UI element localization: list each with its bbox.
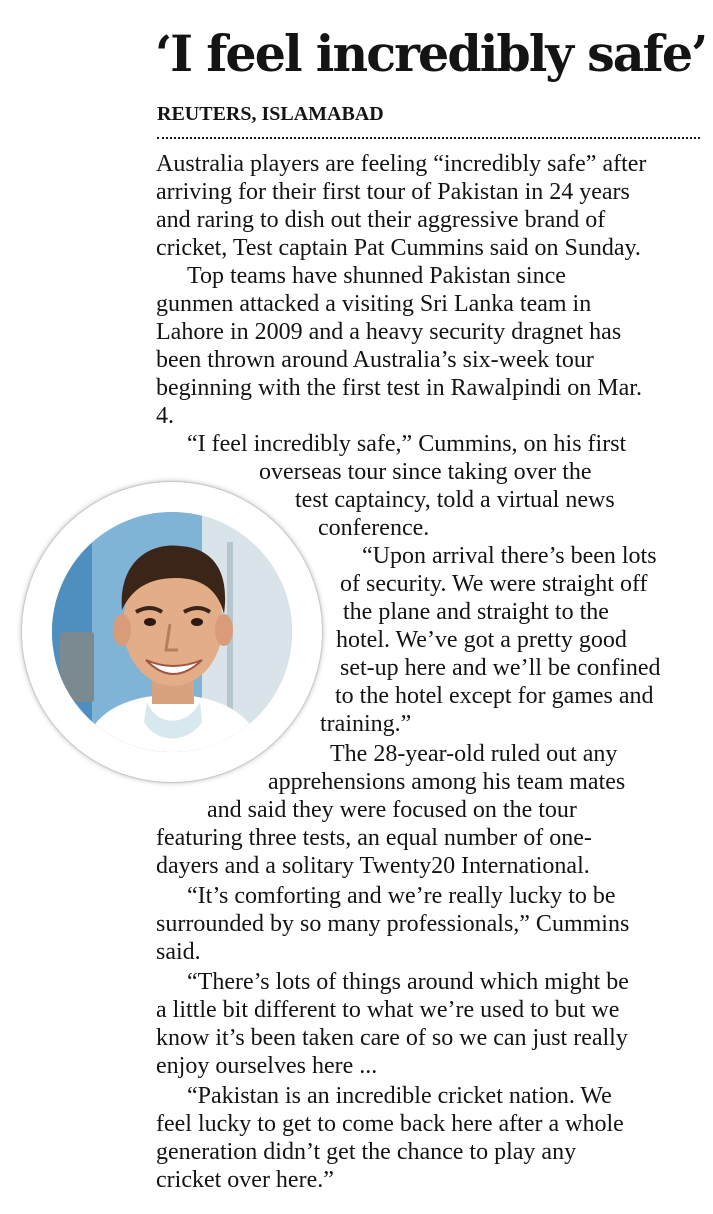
- article-line: cricket, Test captain Pat Cummins said on Sunday.: [156, 235, 641, 261]
- portrait-illustration: [52, 512, 292, 752]
- article-line: The 28-year-old ruled out any: [330, 741, 618, 767]
- article-line: said.: [156, 939, 201, 965]
- article-line: the plane and straight to the: [343, 599, 609, 625]
- article-line: Australia players are feeling “incredibly safe” after: [156, 151, 647, 177]
- article-line: enjoy ourselves here ...: [156, 1053, 378, 1079]
- article-line: “It’s comforting and we’re really lucky to be: [187, 883, 616, 909]
- article-line: Top teams have shunned Pakistan since: [187, 263, 566, 289]
- article-line: featuring three tests, an equal number of one-: [156, 825, 592, 851]
- article-line: hotel. We’ve got a pretty good: [336, 627, 627, 653]
- article-line: of security. We were straight off: [340, 571, 648, 597]
- article-line: apprehensions among his team mates: [268, 769, 626, 795]
- article-line: surrounded by so many professionals,” Cummins: [156, 911, 630, 937]
- article-line: been thrown around Australia’s six-week tour: [156, 347, 594, 373]
- player-portrait: [52, 512, 292, 752]
- article-line: set-up here and we’ll be confined: [340, 655, 661, 681]
- dotted-divider: [157, 137, 700, 139]
- article-line: and raring to dish out their aggressive brand of: [156, 207, 606, 233]
- article-line: “There’s lots of things around which might be: [187, 969, 629, 995]
- article-line: training.”: [320, 711, 412, 737]
- article-line: and said they were focused on the tour: [207, 797, 577, 823]
- player-photo: [22, 482, 322, 782]
- article-line: overseas tour since taking over the: [259, 459, 592, 485]
- article-line: conference.: [318, 515, 430, 541]
- article-line: cricket over here.”: [156, 1167, 334, 1193]
- article-line: arriving for their first tour of Pakistan in 24 years: [156, 179, 630, 205]
- article-line: Lahore in 2009 and a heavy security dragnet has: [156, 319, 622, 345]
- article-line: beginning with the first test in Rawalpindi on Mar.: [156, 375, 642, 401]
- article-line: gunmen attacked a visiting Sri Lanka team in: [156, 291, 592, 317]
- article-line: to the hotel except for games and: [335, 683, 654, 709]
- article-line: a little bit different to what we’re used to but we: [156, 997, 620, 1023]
- article-line: feel lucky to get to come back here after a whole: [156, 1111, 624, 1137]
- article-line: “Upon arrival there’s been lots: [362, 543, 657, 569]
- article-line: test captaincy, told a virtual news: [295, 487, 615, 513]
- article-line: “I feel incredibly safe,” Cummins, on his first: [187, 431, 627, 457]
- article-line: “Pakistan is an incredible cricket nation. We: [187, 1083, 612, 1109]
- byline: REUTERS, ISLAMABAD: [157, 103, 384, 125]
- article-line: dayers and a solitary Twenty20 International.: [156, 853, 590, 879]
- headline: ‘I feel incredibly safe’: [155, 24, 707, 83]
- article-line: know it’s been taken care of so we can just really: [156, 1025, 628, 1051]
- article-line: generation didn’t get the chance to play any: [156, 1139, 577, 1165]
- article-line: 4.: [156, 403, 174, 429]
